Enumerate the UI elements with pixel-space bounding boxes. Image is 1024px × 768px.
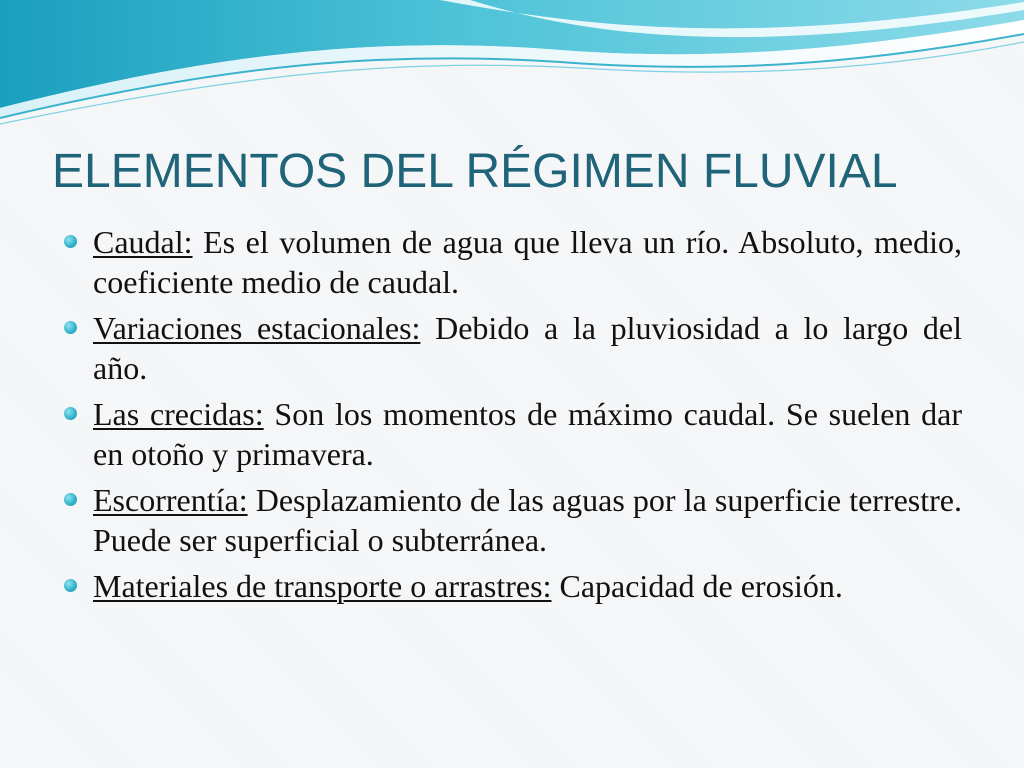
bullet-escorrentia <box>58 480 962 560</box>
bullet-dot-icon <box>64 407 77 420</box>
bullet-text: Desplazamiento de las aguas por la superficie terrestre. Puede ser superficial o subterránea. <box>93 482 962 558</box>
bullet-caudal <box>58 222 962 302</box>
bullet-term: Variaciones estacionales: <box>93 310 421 346</box>
bullet-materiales-transporte <box>58 566 962 606</box>
bullet-text: Capacidad de erosión. <box>551 568 843 604</box>
header-wave-decoration <box>0 0 1024 130</box>
bullet-dot-icon <box>64 235 77 248</box>
bullet-text: Son los momentos de máximo caudal. Se suelen dar en otoño y primavera. <box>93 396 963 472</box>
bullet-variaciones-estacionales <box>58 308 962 388</box>
bullet-crecidas <box>58 394 962 474</box>
bullet-list <box>58 222 962 612</box>
slide-title: ELEMENTOS DEL RÉGIMEN FLUVIAL <box>52 145 898 198</box>
bullet-term: Materiales de transporte o arrastres: <box>93 568 552 604</box>
bullet-dot-icon <box>64 493 77 506</box>
bullet-text: Es el volumen de agua que lleva un río. Absoluto, medio, coeficiente medio de caudal. <box>93 224 962 300</box>
bullet-term: Las crecidas: <box>93 396 264 432</box>
bullet-term: Caudal: <box>93 224 193 260</box>
bullet-text: Debido a la pluviosidad a lo largo del año. <box>93 310 963 386</box>
bullet-dot-icon <box>64 321 77 334</box>
bullet-dot-icon <box>64 579 77 592</box>
bullet-term: Escorrentía: <box>93 482 248 518</box>
